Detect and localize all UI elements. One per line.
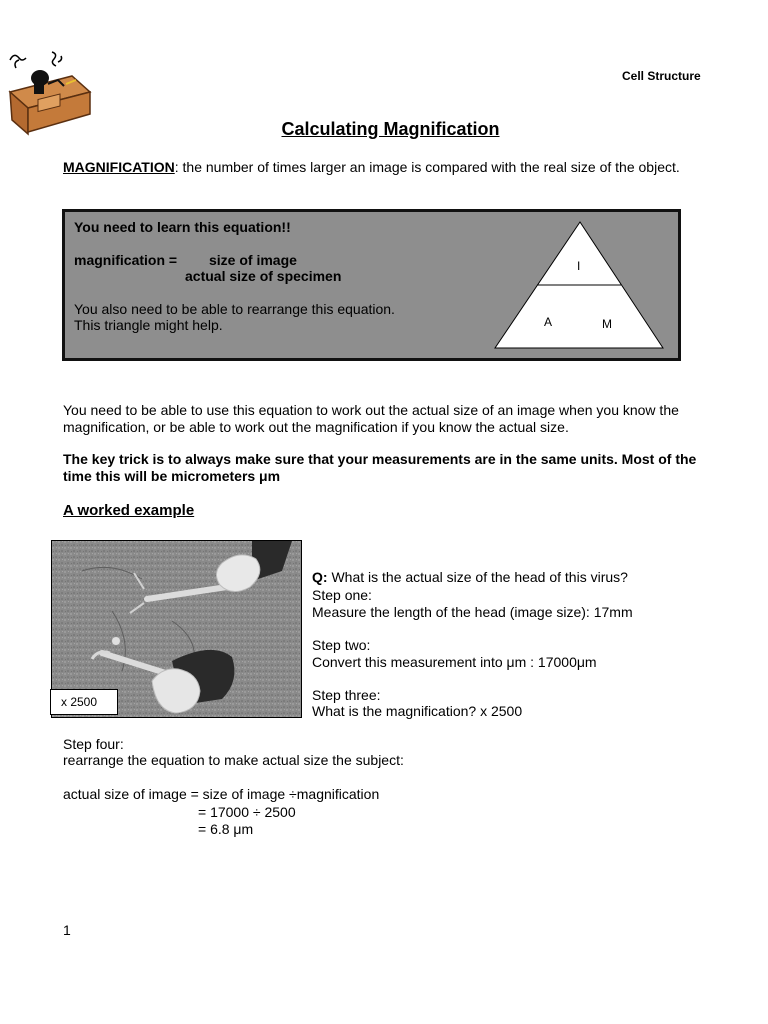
equation-heading: You need to learn this equation!! (74, 219, 291, 235)
triangle-label-bottom-right: M (602, 317, 612, 331)
step-two-text: Convert this measurement into μm : 17000μm (312, 654, 597, 670)
question-line (312, 569, 732, 586)
definition-term: MAGNIFICATION (63, 159, 175, 175)
usage-paragraph: You need to be able to use this equation to work out the actual size of an image when you know the magnification, or be able to work out the magnification if you know the actual size. (63, 402, 679, 435)
equation-denominator: actual size of specimen (185, 268, 342, 284)
definition-paragraph (63, 159, 703, 176)
question-prefix: Q: (312, 569, 328, 585)
worked-example-title: A worked example (63, 502, 195, 519)
step-one-text: Measure the length of the head (image size): 17mm (312, 604, 633, 620)
step-three-text: What is the magnification? x 2500 (312, 703, 523, 719)
equation-box (62, 209, 681, 361)
page-number: 1 (63, 922, 71, 938)
step-two-title: Step two: (312, 637, 371, 653)
equation-numerator: size of image (209, 252, 297, 268)
step-three-title: Step three: (312, 687, 381, 703)
calculation-line-2: = 17000 ÷ 2500 (198, 804, 296, 820)
magnification-label: x 2500 (50, 689, 118, 715)
units-paragraph: The key trick is to always make sure that your measurements are in the same units. Most of the time this will be micrometers μm (63, 451, 697, 484)
question-text: What is the actual size of the head of this virus? (327, 569, 628, 585)
header-label: Cell Structure (622, 69, 701, 83)
triangle-label-top: I (577, 259, 581, 273)
calculation-line-1: actual size of image = size of image ÷magnification (63, 786, 380, 802)
formula-triangle-icon (493, 220, 667, 352)
calculation-line-3: = 6.8 μm (198, 821, 254, 837)
rearrange-line-2: This triangle might help. (74, 317, 223, 333)
step-four-text: rearrange the equation to make actual size the subject: (63, 752, 404, 768)
rearrange-line-1: You also need to be able to rearrange this equation. (74, 301, 395, 317)
step-four-title: Step four: (63, 736, 124, 752)
equation-lhs: magnification = (74, 252, 178, 268)
page-title: Calculating Magnification (281, 119, 500, 139)
step-one-title: Step one: (312, 587, 372, 603)
definition-text: : the number of times larger an image is compared with the real size of the object. (174, 159, 680, 175)
triangle-label-bottom-left: A (544, 315, 553, 329)
